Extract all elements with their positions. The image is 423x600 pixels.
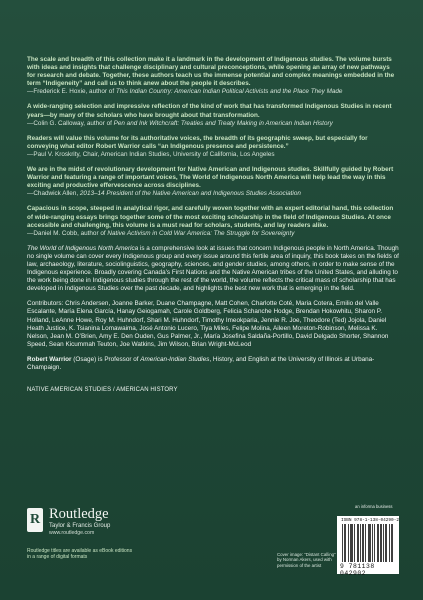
endorsement-quote: Capacious in scope, steeped in analytical rigor, and carefully woven together with an expert editorial hand, this collection of wide-ranging essays brings together some of the most exciting scholarship in the field of Indigenous Studies. At once accessible and challenging, this volume is a must read for scholars, students, and lay readers alike. — [27, 205, 394, 229]
barcode-bar — [381, 524, 382, 562]
endorsement-attribution: —Chadwick Allen, 2013–14 President of the Native American and Indigenous Studies Association — [27, 190, 301, 198]
publisher-group: Taylor & Francis Group — [49, 523, 111, 529]
barcode-bar — [383, 524, 384, 562]
barcode-bar — [389, 524, 390, 562]
editor-bio: Robert Warrior (Osage) is Professor of American-Indian Studies, History, and English at the University of Illinois at Urbana-Champaign. — [27, 355, 375, 371]
routledge-logo: R — [27, 508, 43, 532]
barcode-bar — [350, 524, 351, 562]
barcode-bar — [365, 524, 366, 562]
barcode-bar — [385, 524, 386, 562]
book-description — [27, 245, 399, 294]
barcode-bar — [345, 524, 346, 562]
barcode-bar — [380, 524, 381, 562]
barcode-bar — [372, 524, 373, 562]
barcode-bar — [386, 524, 387, 562]
description-text: is a comprehensive look at issues that concern Indigenous people in North America. Though no single volume can cover every Indigenous group and every issue around this fertile area of inquiry, this book takes on the fields of law, archaeology, literature, sociolinguistics, geography, sciences, and gender studies, among others, in order to make sense of the Indigenous experience. Broadly covering Canada’s First Nations and the Native American tribes of the United States, and alluding to the work being done in Indigenous studies through the rest of the world, the volume reflects the critical mass of scholarship that has developed in Indigenous Studies over the past decade, and highlights the best new work that is emerging in the field. — [27, 244, 399, 293]
endorsement-attribution: —Daniel M. Cobb, author of Native Activism in Cold War America: The Struggle for Sovereignty — [27, 229, 295, 237]
endorsement — [27, 205, 399, 237]
publisher-brand — [49, 506, 110, 537]
publisher-block — [27, 506, 399, 578]
barcode — [337, 516, 399, 577]
barcode-bar — [391, 524, 392, 562]
barcode-bar — [368, 524, 369, 562]
barcode-bar — [392, 524, 393, 562]
subject-category: NATIVE AMERICAN STUDIES / AMERICAN HISTORY — [27, 387, 178, 394]
barcode-bar — [344, 524, 345, 562]
endorsement-attribution: —Frederick E. Hoxie, author of This Indian Country: American Indian Political Activists and the Place They Made — [27, 88, 343, 96]
barcode-bar — [358, 524, 359, 562]
endorsement-quote: The scale and breadth of this collection make it a landmark in the development of Indigenous studies. The volume bursts with ideas and insights that challenge disciplinary and cultural preconceptions, while opening an array of new pathways for research and debate. Together, these authors teach us the immense potential and complex meanings embedded in the term “Indigeneity” and call us to think anew about the people it describes. — [27, 56, 395, 88]
publisher-url: www.routledge.com — [49, 530, 95, 536]
informa-imprint: an informa business — [355, 504, 393, 509]
endorsement — [27, 56, 399, 96]
cover-credit: Cover image: “Distant Calling” by Norman Akers, used with permission of the artist — [277, 552, 336, 568]
endorsement-attribution: —Colin G. Calloway, author of Pen and Ink Witchcraft: Treaties and Treaty Making in American Indian History — [27, 119, 333, 127]
barcode-bar — [369, 524, 370, 562]
barcode-bar — [348, 524, 349, 562]
barcode-bars — [342, 524, 394, 562]
endorsement-attribution: —Paul V. Kroskrity, Chair, American Indian Studies, University of California, Los Angeles — [27, 150, 275, 158]
barcode-bar — [374, 524, 375, 562]
barcode-bar — [377, 524, 378, 562]
ebook-note: Routledge titles are available as eBook editions in a range of digital formats — [27, 548, 133, 560]
barcode-bar — [363, 524, 364, 562]
barcode-bar — [342, 524, 343, 562]
barcode-bar — [362, 524, 363, 562]
barcode-bar — [354, 524, 355, 562]
barcode-bar — [370, 524, 371, 562]
barcode-bar — [360, 524, 361, 562]
barcode-bar — [378, 524, 379, 562]
cover-text — [27, 56, 399, 394]
endorsements — [27, 56, 399, 238]
barcode-bar — [357, 524, 358, 562]
endorsement-quote: We are in the midst of revolutionary development for Native American and Indigenous studies. Skillfully guided by Robert Warrior and featuring a range of important voices, The World of Indigenous North America will help lead the way in this exciting and productive effervescence across disciplines. — [27, 166, 394, 190]
publisher-name: Routledge — [49, 506, 109, 522]
endorsement — [27, 166, 399, 198]
endorsement — [27, 103, 399, 127]
barcode-bar — [351, 524, 352, 562]
editor-name: Robert Warrior — [27, 355, 72, 363]
endorsement-quote: A wide-ranging selection and impressive reflection of the kind of work that has transformed Indigenous Studies in recent years—by many of the scholars who have brought about that transformation. — [27, 103, 392, 119]
endorsement — [27, 135, 399, 159]
barcode-bar — [352, 524, 353, 562]
book-title: The World of Indigenous North America — [27, 244, 139, 252]
isbn-text: ISBN 978-1-138-04290-2 — [341, 518, 399, 523]
endorsement-quote: Readers will value this volume for its authoritative voices, the breadth of its geographic sweep, but especially for conveying what editor Robert Warrior calls “an Indigenous presence and persistence.” — [27, 134, 368, 150]
contributors: Contributors: Chris Andersen, Joanne Barker, Duane Champagne, Matt Cohen, Charlotte Coté, Maria Cotera, Emilio del Valle Escalante, María Elena García, Hanay Geiogamah, Carole Goldberg, Felicia Schanche Hodge, Brendan Hokowhitu, Sharon P. Holland, LeAnne Howe, Roy M. Huhndorf, Shari M. Huhndorf, Timothy Imeokparia, Jennie R. Joe, Theodore (Ted) Jojola, Daniel Heath Justice, K. Tsianina Lomawaima, José Antonio Lucero, Tiya Miles, Felipe Molina, Aileen Moreton-Robinson, Melissa K. Nelson, Jean M. O’Brien, Amy E. Den Ouden, Gus Palmer, Jr., María Josefina Saldaña-Portillo, David Delgado Shorter, Shannon Speed, Sean Kicummah Teuton, Joe Watkins, Jim Wilson, Brian Wright-McLeod — [27, 300, 389, 348]
barcode-digits: 9 781138 042902 — [340, 563, 375, 577]
